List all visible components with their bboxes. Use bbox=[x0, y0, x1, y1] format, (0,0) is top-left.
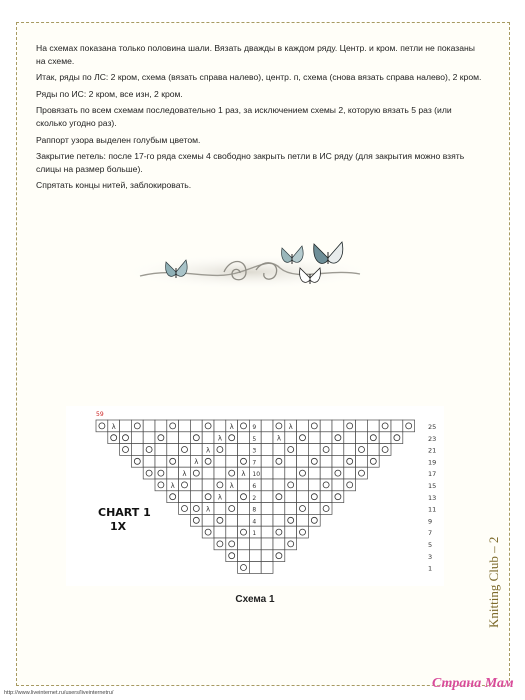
instruction-paragraph-3: Ряды по ИС: 2 кром, все изн, 2 кром. bbox=[36, 88, 183, 99]
stitch-cell bbox=[167, 444, 179, 456]
instruction-paragraph-5: Раппорт узора выделен голубым цветом. bbox=[36, 134, 201, 145]
center-stitch-count: 7 bbox=[252, 459, 257, 467]
stitch-cell bbox=[308, 479, 320, 491]
row-number: 1 bbox=[428, 564, 433, 573]
stitch-cell bbox=[261, 562, 273, 574]
stitch-cell bbox=[297, 420, 309, 432]
stitch-cell bbox=[285, 503, 297, 515]
stitch-cell bbox=[261, 420, 273, 432]
stitch-cell bbox=[297, 467, 309, 479]
stitch-cell bbox=[143, 467, 155, 479]
row-number: 15 bbox=[428, 482, 437, 490]
stitch-cell bbox=[238, 526, 250, 538]
stitch-cell bbox=[332, 467, 344, 479]
stitch-cell bbox=[143, 444, 155, 456]
stitch-cell bbox=[143, 420, 155, 432]
stitch-cell bbox=[273, 491, 285, 503]
stitch-cell bbox=[179, 503, 191, 515]
center-stitch-count: 10 bbox=[252, 471, 261, 479]
site-watermark: Страна Мам bbox=[432, 676, 514, 691]
stitch-cell bbox=[344, 455, 356, 467]
row-number: 25 bbox=[428, 423, 437, 431]
stitch-cell bbox=[344, 432, 356, 444]
stitch-cell bbox=[261, 455, 273, 467]
stitch-cell bbox=[120, 444, 132, 456]
stitch-cell bbox=[308, 503, 320, 515]
stitch-cell bbox=[238, 503, 250, 515]
stitch-cell bbox=[143, 455, 155, 467]
stitch-cell bbox=[214, 455, 226, 467]
stitch-cell bbox=[308, 467, 320, 479]
stitch-cell bbox=[308, 455, 320, 467]
stitch-cell bbox=[214, 538, 226, 550]
stitch-cell bbox=[261, 526, 273, 538]
stitch-cell bbox=[308, 432, 320, 444]
stitch-cell bbox=[202, 491, 214, 503]
stitch-cell bbox=[273, 526, 285, 538]
decrease-symbol: λ bbox=[170, 481, 175, 490]
stitch-cell bbox=[285, 514, 297, 526]
stitch-cell bbox=[202, 420, 214, 432]
stitch-cell bbox=[155, 479, 167, 491]
center-stitch-count: 4 bbox=[252, 518, 257, 526]
row-number: 5 bbox=[428, 541, 433, 549]
row-number: 9 bbox=[428, 517, 433, 526]
stitch-cell bbox=[320, 479, 332, 491]
stitch-cell bbox=[238, 562, 250, 574]
stitch-cell bbox=[332, 479, 344, 491]
instruction-paragraph-2: Итак, ряды по ЛС: 2 кром, схема (вязать справа налево), центр. п, схема (снова вязать справа налево), 2 кром. bbox=[36, 72, 482, 83]
stitch-cell bbox=[261, 514, 273, 526]
stitch-cell bbox=[273, 538, 285, 550]
stitch-cell bbox=[190, 444, 202, 456]
stitch-cell bbox=[273, 467, 285, 479]
stitch-cell bbox=[131, 455, 143, 467]
stitch-cell bbox=[261, 550, 273, 562]
stitch-cell bbox=[190, 467, 202, 479]
stitch-cell bbox=[261, 491, 273, 503]
stitch-cell bbox=[285, 432, 297, 444]
stitch-cell bbox=[297, 491, 309, 503]
decrease-symbol: λ bbox=[111, 422, 116, 431]
center-stitch-count: 3 bbox=[252, 447, 257, 455]
stitch-cell bbox=[249, 562, 261, 574]
stitch-cell bbox=[297, 455, 309, 467]
stitch-cell bbox=[261, 467, 273, 479]
stitch-cell bbox=[214, 514, 226, 526]
stitch-cell bbox=[261, 479, 273, 491]
stitch-cell bbox=[226, 455, 238, 467]
stitch-cell bbox=[379, 444, 391, 456]
decrease-symbol: λ bbox=[217, 493, 222, 502]
stitch-cell bbox=[155, 455, 167, 467]
stitch-cell bbox=[344, 420, 356, 432]
stitch-cell bbox=[214, 479, 226, 491]
stitch-cell bbox=[297, 444, 309, 456]
stitch-cell bbox=[332, 444, 344, 456]
butterfly-icon bbox=[314, 242, 343, 264]
stitch-cell bbox=[214, 444, 226, 456]
stitch-cell bbox=[167, 432, 179, 444]
stitch-cell bbox=[238, 420, 250, 432]
stitch-cell bbox=[226, 444, 238, 456]
center-stitch-count: 2 bbox=[252, 494, 257, 502]
decrease-symbol: λ bbox=[229, 422, 234, 431]
instruction-paragraph-4: Провязать по всем схемам последовательно 1 раз, за исключением схемы 2, которую вязать 5 раз (или сколько угодно раз). bbox=[36, 105, 452, 128]
stitch-cell bbox=[179, 455, 191, 467]
stitch-cell bbox=[308, 444, 320, 456]
stitch-cell bbox=[167, 455, 179, 467]
stitch-cell bbox=[297, 479, 309, 491]
stitch-cell bbox=[403, 420, 415, 432]
stitch-cell bbox=[226, 503, 238, 515]
stitch-cell bbox=[238, 432, 250, 444]
stitch-cell bbox=[155, 420, 167, 432]
stitch-cell bbox=[332, 455, 344, 467]
stitch-cell bbox=[238, 444, 250, 456]
stitch-cell bbox=[297, 514, 309, 526]
stitch-cell bbox=[285, 444, 297, 456]
stitch-cell bbox=[379, 420, 391, 432]
stitch-cell bbox=[226, 514, 238, 526]
row-number: 17 bbox=[428, 470, 437, 479]
stitch-cell bbox=[179, 491, 191, 503]
center-stitch-count: 5 bbox=[252, 435, 257, 443]
decrease-symbol: λ bbox=[206, 446, 211, 455]
stitch-cell bbox=[131, 444, 143, 456]
stitch-cell bbox=[367, 444, 379, 456]
stitch-cell bbox=[131, 432, 143, 444]
stitch-cell bbox=[190, 503, 202, 515]
decrease-symbol: λ bbox=[206, 505, 211, 514]
stitch-cell bbox=[356, 432, 368, 444]
stitch-cell bbox=[261, 503, 273, 515]
stitch-cell bbox=[320, 444, 332, 456]
row-number: 19 bbox=[428, 458, 437, 467]
stitch-cell bbox=[226, 526, 238, 538]
stitch-cell bbox=[320, 455, 332, 467]
knitting-chart-1 bbox=[66, 406, 444, 586]
stitch-cell bbox=[297, 503, 309, 515]
stitch-cell bbox=[273, 479, 285, 491]
chart-repeat-count: 1X bbox=[110, 520, 127, 533]
row-number: 21 bbox=[428, 446, 437, 455]
stitch-cell bbox=[308, 420, 320, 432]
stitch-cell bbox=[261, 538, 273, 550]
stitch-cell bbox=[190, 479, 202, 491]
stitch-cell bbox=[179, 444, 191, 456]
stitch-cell bbox=[320, 420, 332, 432]
center-stitch-count: 1 bbox=[252, 530, 257, 538]
stitch-cell bbox=[155, 467, 167, 479]
stitch-cell bbox=[356, 455, 368, 467]
stitch-cell bbox=[167, 420, 179, 432]
stitch-cell bbox=[367, 420, 379, 432]
instruction-paragraph-1: На схемах показана только половина шали. Вязать дважды в каждом ряду. Центр. и кром. петли не показаны на схеме. bbox=[36, 43, 475, 66]
decrease-symbol: λ bbox=[241, 470, 246, 478]
stitch-cell bbox=[120, 420, 132, 432]
stitch-cell bbox=[167, 491, 179, 503]
stitch-cell bbox=[332, 432, 344, 444]
stitch-cell bbox=[202, 467, 214, 479]
stitch-cell bbox=[238, 479, 250, 491]
stitch-cell bbox=[356, 444, 368, 456]
stitch-cell bbox=[273, 503, 285, 515]
stitch-cell bbox=[273, 444, 285, 456]
stitch-cell bbox=[214, 420, 226, 432]
stitch-cell bbox=[249, 550, 261, 562]
stitch-cell bbox=[143, 432, 155, 444]
stitch-cell bbox=[356, 420, 368, 432]
stitch-cell bbox=[332, 491, 344, 503]
stitch-cell bbox=[249, 538, 261, 550]
stitch-cell bbox=[285, 526, 297, 538]
stitch-cell bbox=[108, 432, 120, 444]
stitch-cell bbox=[226, 550, 238, 562]
decrease-symbol: λ bbox=[229, 481, 234, 490]
stitch-cell bbox=[226, 491, 238, 503]
stitch-cell bbox=[179, 420, 191, 432]
chart-caption: Схема 1 bbox=[235, 594, 275, 605]
stitch-cell bbox=[273, 514, 285, 526]
stitch-cell bbox=[238, 455, 250, 467]
stitch-cell bbox=[190, 491, 202, 503]
stitch-cell bbox=[226, 467, 238, 479]
stitch-cell bbox=[285, 491, 297, 503]
instructions-text bbox=[36, 42, 484, 196]
stitch-cell bbox=[131, 420, 143, 432]
stitch-cell bbox=[226, 432, 238, 444]
stitch-cell bbox=[285, 479, 297, 491]
stitch-cell bbox=[261, 444, 273, 456]
stitch-cell bbox=[273, 420, 285, 432]
stitch-cell bbox=[379, 432, 391, 444]
chart-title: CHART 1 bbox=[98, 506, 151, 519]
stitch-cell bbox=[261, 432, 273, 444]
stitch-cell bbox=[308, 491, 320, 503]
stitch-cell bbox=[367, 432, 379, 444]
stitch-cell bbox=[202, 526, 214, 538]
stitch-cell bbox=[285, 538, 297, 550]
row-number: 23 bbox=[428, 434, 437, 443]
stitch-cell bbox=[96, 420, 108, 432]
stitch-cell bbox=[202, 514, 214, 526]
decrease-symbol: λ bbox=[194, 458, 199, 467]
chart-corner-number: 59 bbox=[96, 411, 104, 418]
stitch-cell bbox=[155, 444, 167, 456]
butterfly-ornament bbox=[120, 238, 376, 302]
stitch-cell bbox=[238, 514, 250, 526]
stitch-cell bbox=[391, 432, 403, 444]
stitch-cell bbox=[179, 432, 191, 444]
stitch-cell bbox=[226, 538, 238, 550]
stitch-cell bbox=[308, 514, 320, 526]
stitch-cell bbox=[238, 538, 250, 550]
stitch-cell bbox=[320, 491, 332, 503]
stitch-cell bbox=[238, 550, 250, 562]
stitch-cell bbox=[285, 467, 297, 479]
source-url: http://www.liveinternet.ru/users/liveinternetru/ bbox=[4, 690, 114, 696]
instruction-paragraph-7: Спрятать концы нитей, заблокировать. bbox=[36, 180, 192, 191]
stitch-cell bbox=[285, 455, 297, 467]
stitch-cell bbox=[297, 526, 309, 538]
stitch-cell bbox=[320, 432, 332, 444]
chart-grid bbox=[66, 406, 444, 586]
stitch-cell bbox=[367, 455, 379, 467]
stitch-cell bbox=[320, 503, 332, 515]
stitch-cell bbox=[202, 455, 214, 467]
side-label: Knitting Club – 2 bbox=[486, 536, 501, 628]
stitch-cell bbox=[391, 420, 403, 432]
stitch-cell bbox=[190, 514, 202, 526]
stitch-cell bbox=[332, 420, 344, 432]
decrease-symbol: λ bbox=[288, 422, 293, 431]
decrease-symbol: λ bbox=[217, 434, 222, 443]
center-stitch-count: 9 bbox=[252, 424, 257, 431]
stitch-cell bbox=[238, 491, 250, 503]
stitch-cell bbox=[202, 479, 214, 491]
row-number: 11 bbox=[428, 505, 437, 514]
center-stitch-count: 6 bbox=[252, 483, 257, 490]
stitch-cell bbox=[214, 526, 226, 538]
stitch-cell bbox=[297, 432, 309, 444]
decrease-symbol: λ bbox=[182, 470, 187, 478]
stitch-cell bbox=[202, 432, 214, 444]
stitch-cell bbox=[344, 479, 356, 491]
stitch-cell bbox=[356, 467, 368, 479]
stitch-cell bbox=[190, 420, 202, 432]
stitch-cell bbox=[179, 479, 191, 491]
stitch-cell bbox=[273, 455, 285, 467]
instruction-paragraph-6: Закрытие петель: после 17-го ряда схемы 4 свободно закрыть петли в ИС ряду (для закрытия можно взять слицы на размер больше). bbox=[36, 151, 465, 174]
row-number: 3 bbox=[428, 552, 433, 561]
decrease-symbol: λ bbox=[276, 434, 281, 443]
stitch-cell bbox=[273, 550, 285, 562]
row-number: 7 bbox=[428, 529, 433, 538]
stitch-cell bbox=[214, 467, 226, 479]
row-number: 13 bbox=[428, 493, 437, 502]
stitch-cell bbox=[320, 467, 332, 479]
stitch-cell bbox=[155, 432, 167, 444]
stitch-cell bbox=[167, 467, 179, 479]
center-stitch-count: 8 bbox=[252, 506, 257, 514]
stitch-cell bbox=[344, 444, 356, 456]
stitch-cell bbox=[190, 432, 202, 444]
stitch-cell bbox=[344, 467, 356, 479]
butterfly-icon bbox=[282, 246, 303, 264]
stitch-cell bbox=[214, 503, 226, 515]
stitch-cell bbox=[120, 432, 132, 444]
